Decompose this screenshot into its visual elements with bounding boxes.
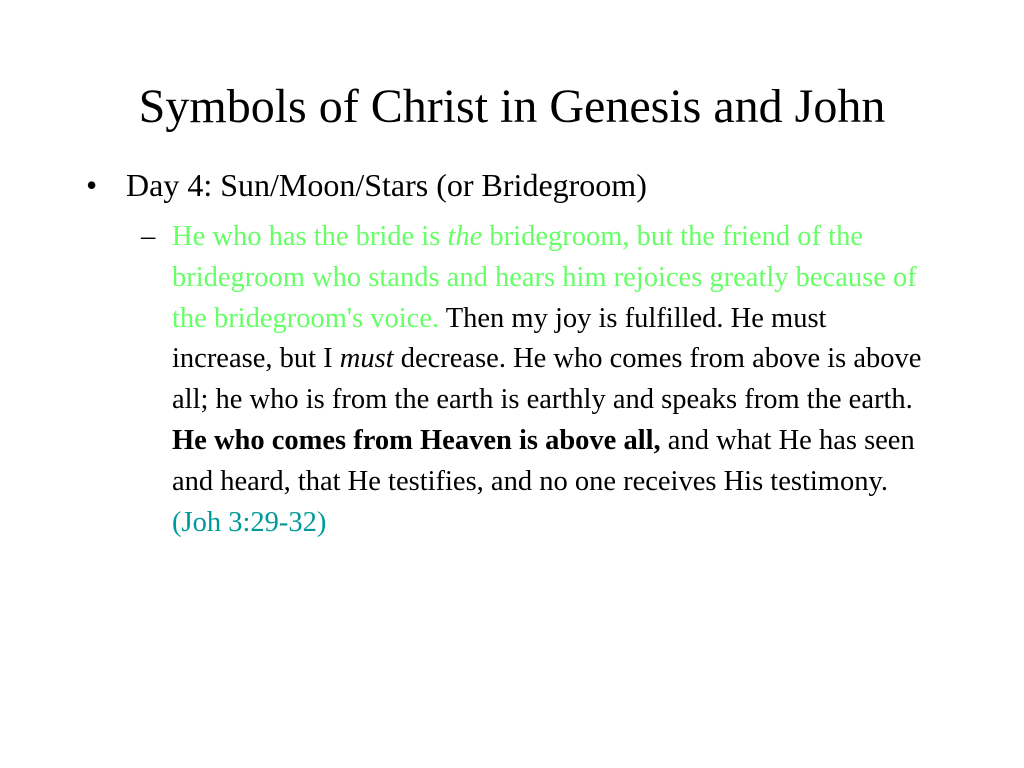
quote-green-text-continued: bridegroom, but the friend of the bridegroom who stands and hears him rejoices greatly because of the bridegroom's voice. — [172, 221, 917, 334]
quote-bold-text: He who comes from Heaven is above all, — [172, 424, 661, 456]
sub-bullet-item-scripture — [136, 217, 936, 543]
quote-green-italic: the — [447, 221, 483, 252]
quote-black-text: Then my joy is fulfilled. He must increase, but I — [172, 302, 827, 375]
quote-black-text-continued: decrease. He who comes from above is above all; he who is from the earth is earthly and speaks from the earth. — [172, 343, 922, 416]
sub-bullet-marker: – — [141, 221, 156, 252]
scripture-quote — [172, 217, 934, 543]
quote-green-text: He who has the bride is — [172, 221, 448, 252]
bullet-item-day-4 — [86, 164, 966, 206]
bullet-marker: • — [86, 167, 98, 203]
slide-title: Symbols of Christ in Genesis and John — [138, 80, 886, 133]
quote-black-italic: must — [339, 343, 394, 375]
bullet-text: Day 4: Sun/Moon/Stars (or Bridegroom) — [126, 167, 647, 203]
scripture-reference: (Joh 3:29-32) — [172, 506, 327, 538]
quote-black-text-final: and what He has seen and heard, that He testifies, and no one receives His testimony. — [172, 424, 915, 497]
